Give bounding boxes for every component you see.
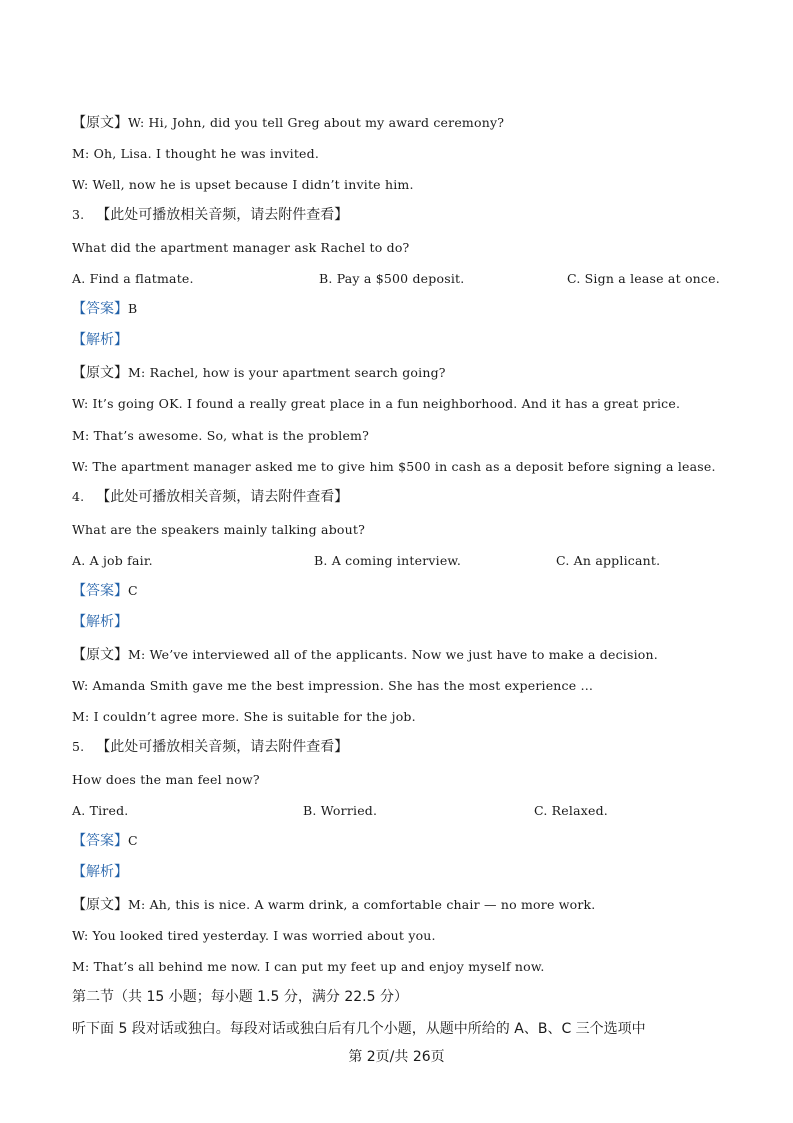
transcript-line: W: You looked tired yesterday. I was worried about you. — [72, 928, 436, 943]
option-c: C. Relaxed. — [534, 803, 608, 818]
yuanwen-tag: 【原文】 — [72, 115, 128, 131]
question-number: 3. — [72, 207, 85, 222]
yuanwen-tag: 【原文】 — [72, 647, 128, 663]
answer-value: C — [128, 583, 138, 598]
transcript-line — [72, 897, 595, 913]
option-a: A. Find a flatmate. — [72, 271, 194, 286]
transcript-line — [72, 115, 504, 131]
audio-link[interactable]: 【此处可播放相关音频，请去附件查看】 — [96, 739, 349, 755]
transcript-line: M: I couldn’t agree more. She is suitable for the job. — [72, 709, 416, 724]
transcript-text: M: We’ve interviewed all of the applicants. Now we just have to make a decision. — [128, 647, 658, 662]
answer-tag: 【答案】 — [72, 301, 128, 317]
yuanwen-tag: 【原文】 — [72, 365, 128, 381]
analysis-line — [72, 864, 128, 880]
transcript-text: M: Rachel, how is your apartment search going? — [128, 365, 446, 380]
analysis-line — [72, 332, 128, 348]
question-4-header — [72, 489, 348, 505]
transcript-text: M: Ah, this is nice. A warm drink, a comfortable chair — no more work. — [128, 897, 596, 912]
transcript-line: W: The apartment manager asked me to give him $500 in cash as a deposit before signing a lease. — [72, 459, 716, 474]
analysis-tag: 【解析】 — [72, 614, 128, 630]
analysis-tag: 【解析】 — [72, 864, 128, 880]
option-b: B. A coming interview. — [314, 553, 462, 568]
answer-line — [72, 301, 137, 317]
page-number: 第 2页/共 26页 — [348, 1049, 445, 1065]
question-number: 4. — [72, 489, 85, 504]
option-a: A. Tired. — [72, 803, 129, 818]
transcript-line: M: That’s all behind me now. I can put my feet up and enjoy myself now. — [72, 959, 545, 974]
question-3-header — [72, 207, 348, 223]
answer-tag: 【答案】 — [72, 583, 128, 599]
answer-line — [72, 833, 138, 849]
transcript-line — [72, 365, 446, 381]
audio-link[interactable]: 【此处可播放相关音频，请去附件查看】 — [96, 207, 349, 223]
transcript-line: W: Well, now he is upset because I didn’t invite him. — [72, 177, 414, 192]
transcript-line: M: Oh, Lisa. I thought he was invited. — [72, 146, 320, 161]
option-c: C. Sign a lease at once. — [567, 271, 720, 286]
option-b: B. Worried. — [303, 803, 378, 818]
analysis-tag: 【解析】 — [72, 332, 128, 348]
section-heading: 第二节（共 15 小题；每小题 1.5 分，满分 22.5 分） — [72, 989, 408, 1005]
option-b: B. Pay a $500 deposit. — [319, 271, 465, 286]
transcript-line — [72, 647, 658, 663]
transcript-line: W: Amanda Smith gave me the best impression. She has the most experience … — [72, 678, 594, 693]
answer-line — [72, 583, 138, 599]
question-text: What are the speakers mainly talking about? — [72, 522, 366, 537]
question-number: 5. — [72, 739, 85, 754]
section-instruction: 听下面 5 段对话或独白。每段对话或独白后有几个小题，从题中所给的 A、B、C 三个选项中 — [72, 1021, 646, 1037]
question-text: What did the apartment manager ask Rachel to do? — [72, 240, 410, 255]
analysis-line — [72, 614, 128, 630]
transcript-line: M: That’s awesome. So, what is the problem? — [72, 428, 370, 443]
answer-value: C — [128, 833, 138, 848]
question-5-header — [72, 739, 348, 755]
transcript-line: W: It’s going OK. I found a really great place in a fun neighborhood. And it has a great price. — [72, 396, 681, 411]
answer-tag: 【答案】 — [72, 833, 128, 849]
option-a: A. A job fair. — [72, 553, 153, 568]
audio-link[interactable]: 【此处可播放相关音频，请去附件查看】 — [96, 489, 349, 505]
yuanwen-tag: 【原文】 — [72, 897, 128, 913]
transcript-text: W: Hi, John, did you tell Greg about my award ceremony? — [128, 115, 505, 130]
answer-value: B — [128, 301, 138, 316]
question-text: How does the man feel now? — [72, 772, 260, 787]
option-c: C. An applicant. — [556, 553, 661, 568]
